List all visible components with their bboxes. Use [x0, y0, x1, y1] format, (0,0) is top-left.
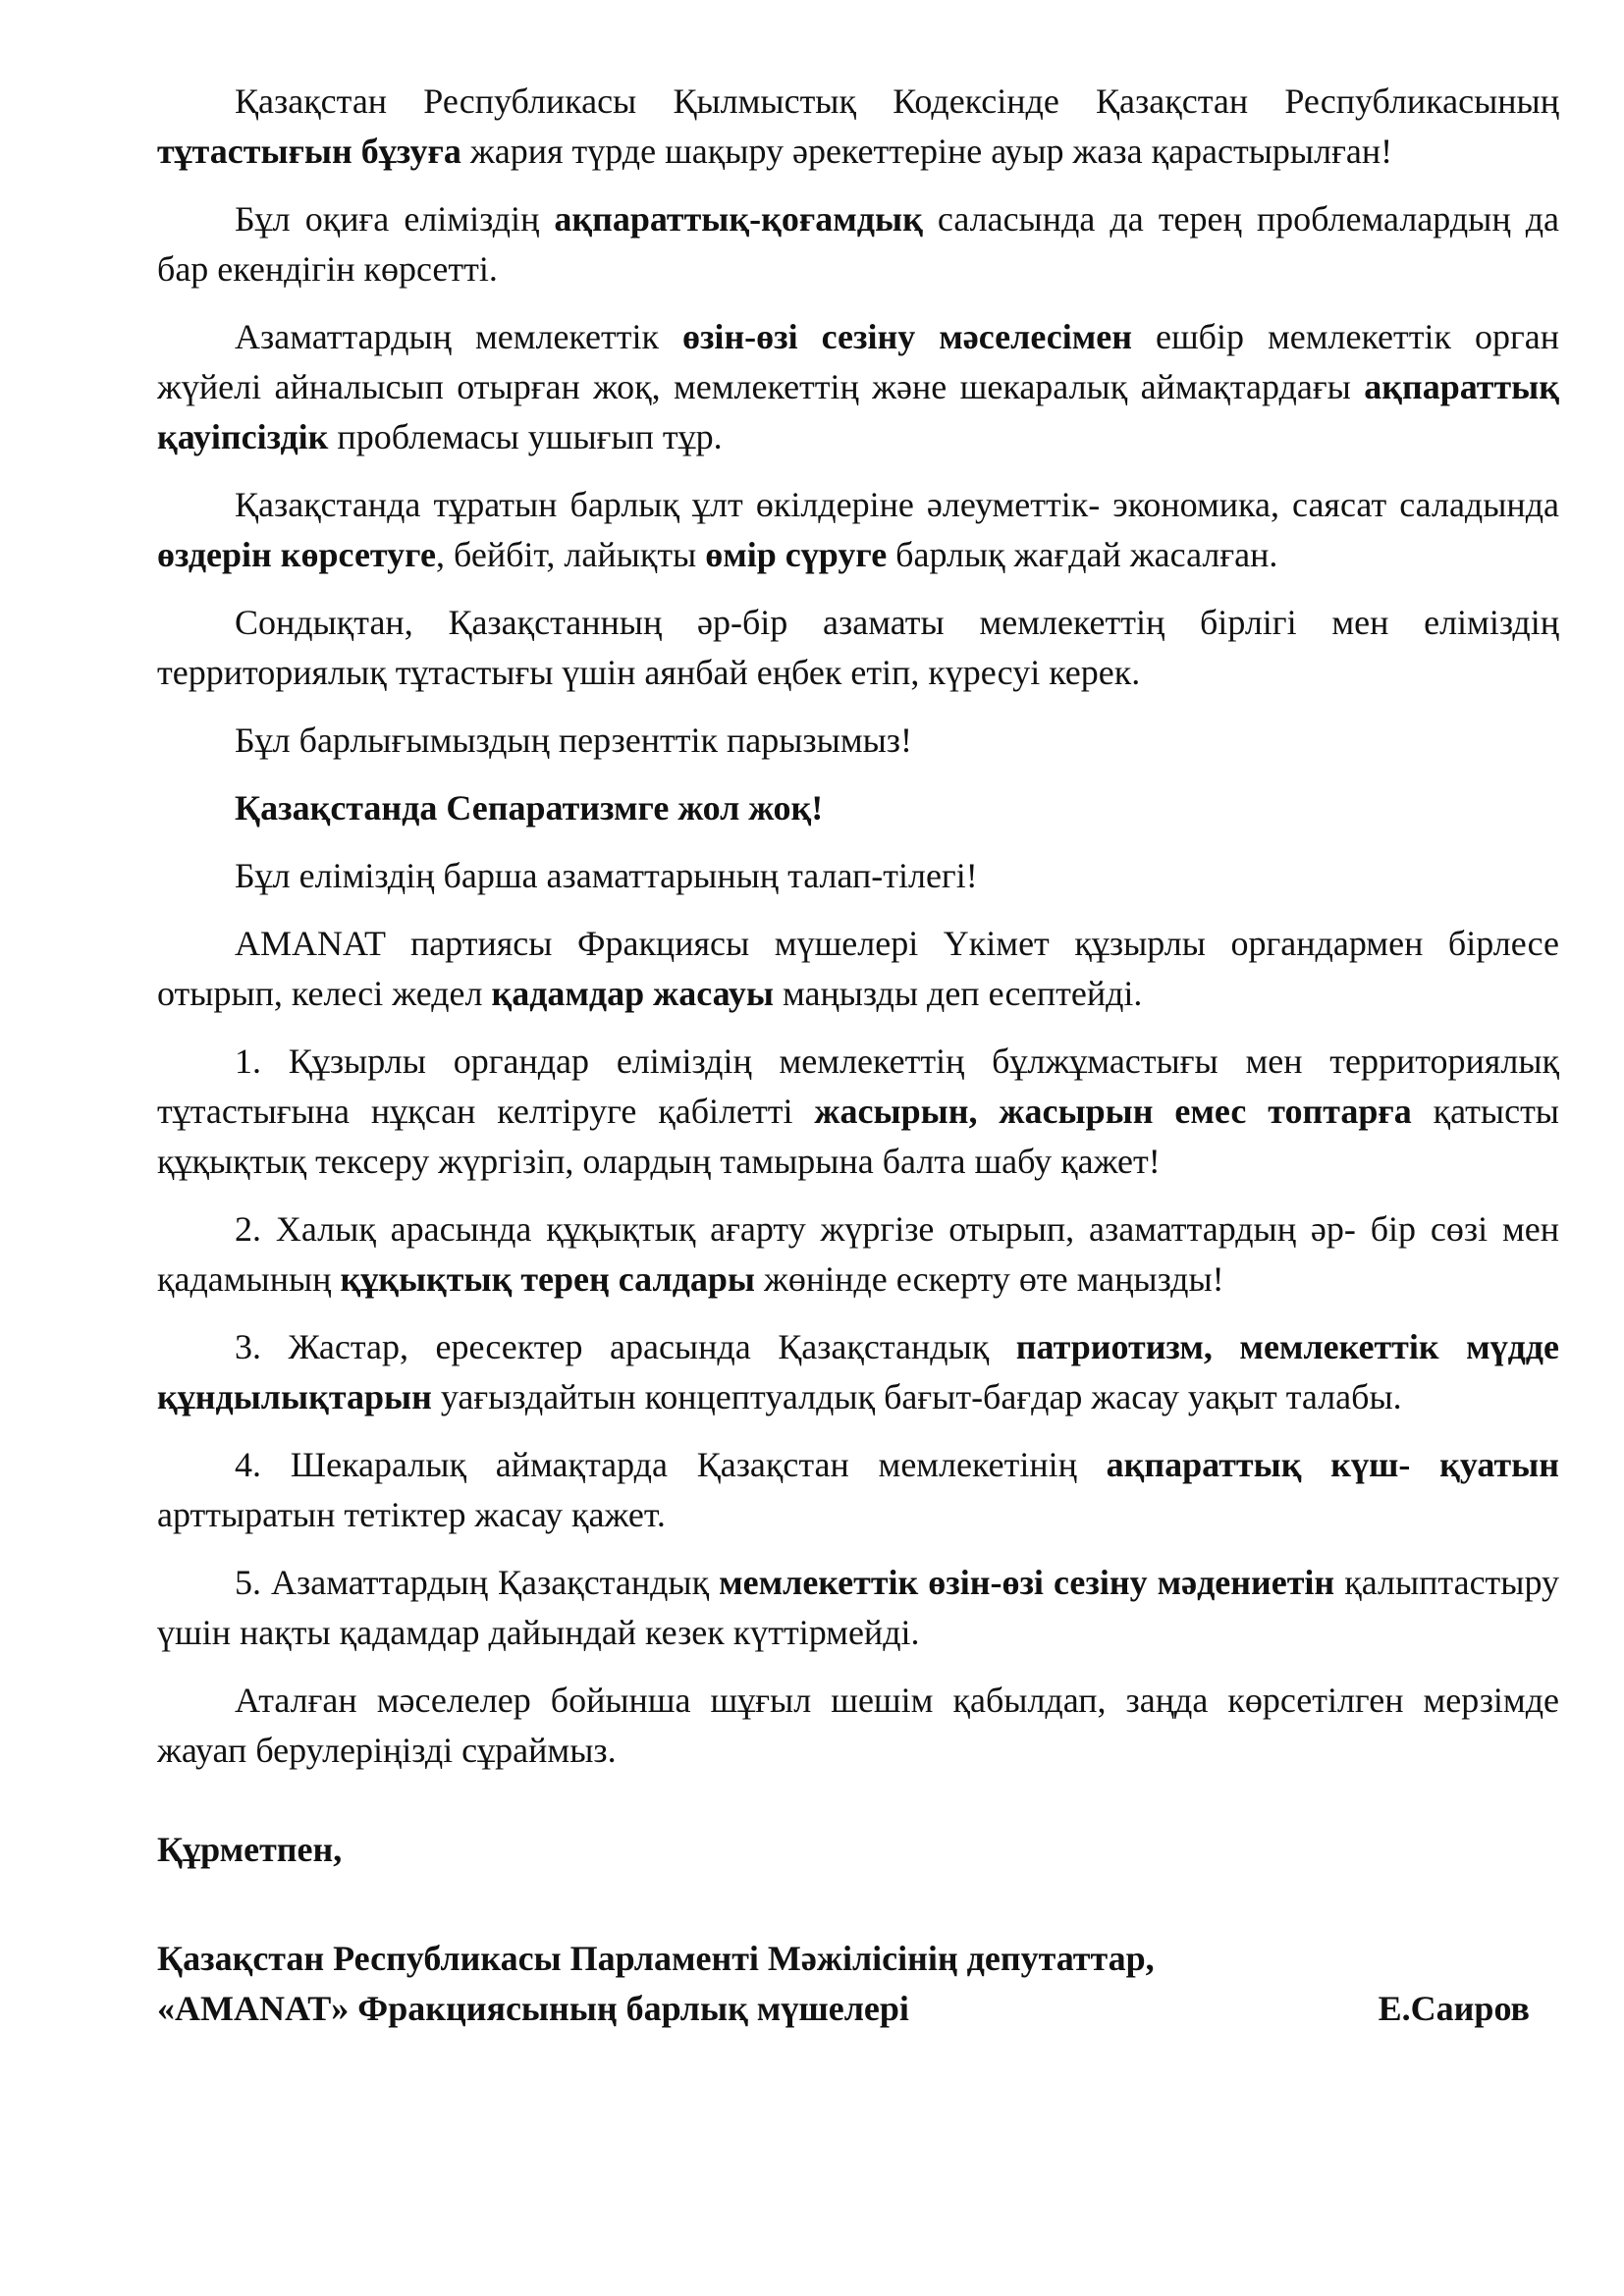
body-paragraph	[157, 1558, 1559, 1658]
paragraph-text: AMANAT партиясы Фракциясы мүшелері Үкімет құзырлы органдармен бірлесе отырып, келесі жедел	[157, 924, 1559, 1013]
body-paragraph	[157, 783, 1559, 833]
emphasized-text: патриотизм, мемлекеттік мүдде құндылықтарын	[157, 1327, 1559, 1416]
paragraph-text: 1. Құзырлы органдар еліміздің мемлекеттің бұлжұмастығы мен территориялық тұтастығына нұқсан келтіруге қабілетті	[157, 1041, 1559, 1131]
paragraph-text: 4. Шекаралық аймақтарда Қазақстан мемлекетінің	[235, 1445, 1107, 1484]
body-paragraph	[157, 851, 1559, 901]
paragraph-text: Қазақстан Республикасы Қылмыстық Кодексінде Қазақстан Республикасының	[235, 81, 1559, 121]
emphasized-text: құқықтық терең салдары	[340, 1259, 755, 1299]
signatory-name: Е.Саиров	[1378, 1989, 1530, 2028]
paragraph-text: барлық жағдай жасалған.	[887, 535, 1278, 574]
emphasized-text: жасырын, жасырын емес топтарға	[814, 1092, 1412, 1131]
paragraph-text: 5. Азаматтардың Қазақстандық	[235, 1563, 720, 1602]
paragraph-text: қатысты құқықтық тексеру жүргізіп, олардың тамырына балта шабу қажет!	[157, 1092, 1559, 1181]
paragraph-text: Бұл оқиға еліміздің	[235, 199, 555, 239]
paragraph-text: 2. Халық арасында құқықтық ағарту жүргізе отырып, азаматтардың әр- бір сөзі мен қадамының	[157, 1209, 1559, 1299]
paragraph-text: жария түрде шақыру әрекеттеріне ауыр жаза қарастырылған!	[460, 132, 1393, 171]
signature-faction-row	[157, 1984, 1559, 2034]
signature-block	[157, 1934, 1559, 2034]
emphasized-text: ақпараттық-қоғамдық	[554, 199, 923, 239]
body-paragraph	[157, 919, 1559, 1019]
paragraph-text: проблемасы ушығып тұр.	[328, 417, 723, 456]
document-page	[157, 77, 1559, 2034]
paragraph-text: Бұл еліміздің барша азаматтарының талап-тілегі!	[235, 856, 978, 895]
paragraph-text: қалыптастыру үшін нақты қадамдар дайындай кезек күттірмейді.	[157, 1563, 1559, 1652]
body-paragraph	[157, 77, 1559, 177]
paragraph-text: ешбір мемлекеттік орган жүйелі айналысып отырған жоқ, мемлекеттің және шекаралық аймақтардағы	[157, 317, 1559, 406]
emphasized-text: ақпараттық күш- қуатын	[1106, 1445, 1559, 1484]
paragraph-text: арттыратын тетіктер жасау қажет.	[157, 1495, 666, 1534]
paragraph-text: 3. Жастар, ересектер арасында Қазақстандық	[235, 1327, 1016, 1366]
body-paragraph	[157, 1440, 1559, 1540]
paragraph-text: Аталған мәселелер бойынша шұғыл шешім қабылдап, заңда көрсетілген мерзімде жауап берулеріңізді сұраймыз.	[157, 1681, 1559, 1770]
body-paragraph	[157, 312, 1559, 462]
paragraph-text: жөнінде ескерту өте маңызды!	[755, 1259, 1224, 1299]
closing-salutation: Құрметпен,	[157, 1830, 343, 1869]
signature-title-line: Қазақстан Республикасы Парламенті Мәжілісінің депутаттар,	[157, 1939, 1155, 1978]
emphasized-text: мемлекеттік өзін-өзі сезіну мәдениетін	[719, 1563, 1335, 1602]
paragraph-text: Бұл барлығымыздың перзенттік парызымыз!	[235, 721, 912, 760]
body-paragraph	[157, 716, 1559, 766]
paragraph-text: Азаматтардың мемлекеттік	[235, 317, 682, 356]
emphasized-text: өзін-өзі сезіну мәселесімен	[681, 317, 1132, 356]
paragraph-text: Сондықтан, Қазақстанның әр-бір азаматы мемлекеттің бірлігі мен еліміздің территориялық тұтастығы үшін аянбай еңбек етіп, күресуі керек.	[157, 603, 1559, 692]
emphasized-text: өмір сүруге	[705, 535, 888, 574]
emphasized-text: тұтастығын бұзуға	[157, 132, 461, 171]
body-paragraph	[157, 1676, 1559, 1776]
emphasized-text: Қазақстанда Сепаратизмге жол жоқ!	[235, 788, 824, 828]
emphasized-text: өздерін көрсетуге	[157, 535, 436, 574]
body-paragraph	[157, 194, 1559, 294]
paragraph-text: , бейбіт, лайықты	[436, 535, 706, 574]
body-paragraph	[157, 1037, 1559, 1187]
paragraph-text: уағыздайтын концептуалдық бағыт-бағдар жасау уақыт талабы.	[431, 1377, 1402, 1416]
body-paragraph	[157, 598, 1559, 698]
paragraph-text: саласында да терең проблемалардың да бар екендігін көрсетті.	[157, 199, 1559, 289]
body-paragraph	[157, 480, 1559, 580]
paragraph-text: Қазақстанда тұратын барлық ұлт өкілдеріне әлеуметтік- экономика, саясат саладында	[235, 485, 1559, 524]
body-paragraph	[157, 1204, 1559, 1305]
body-paragraph	[157, 1322, 1559, 1422]
document-body	[157, 77, 1559, 1776]
paragraph-text: маңызды деп есептейді.	[773, 974, 1143, 1013]
emphasized-text: ақпараттық қауіпсіздік	[157, 367, 1559, 456]
emphasized-text: қадамдар жасауы	[491, 974, 774, 1013]
signature-faction-line: «AMANAT» Фракциясының барлық мүшелері	[157, 1989, 909, 2028]
